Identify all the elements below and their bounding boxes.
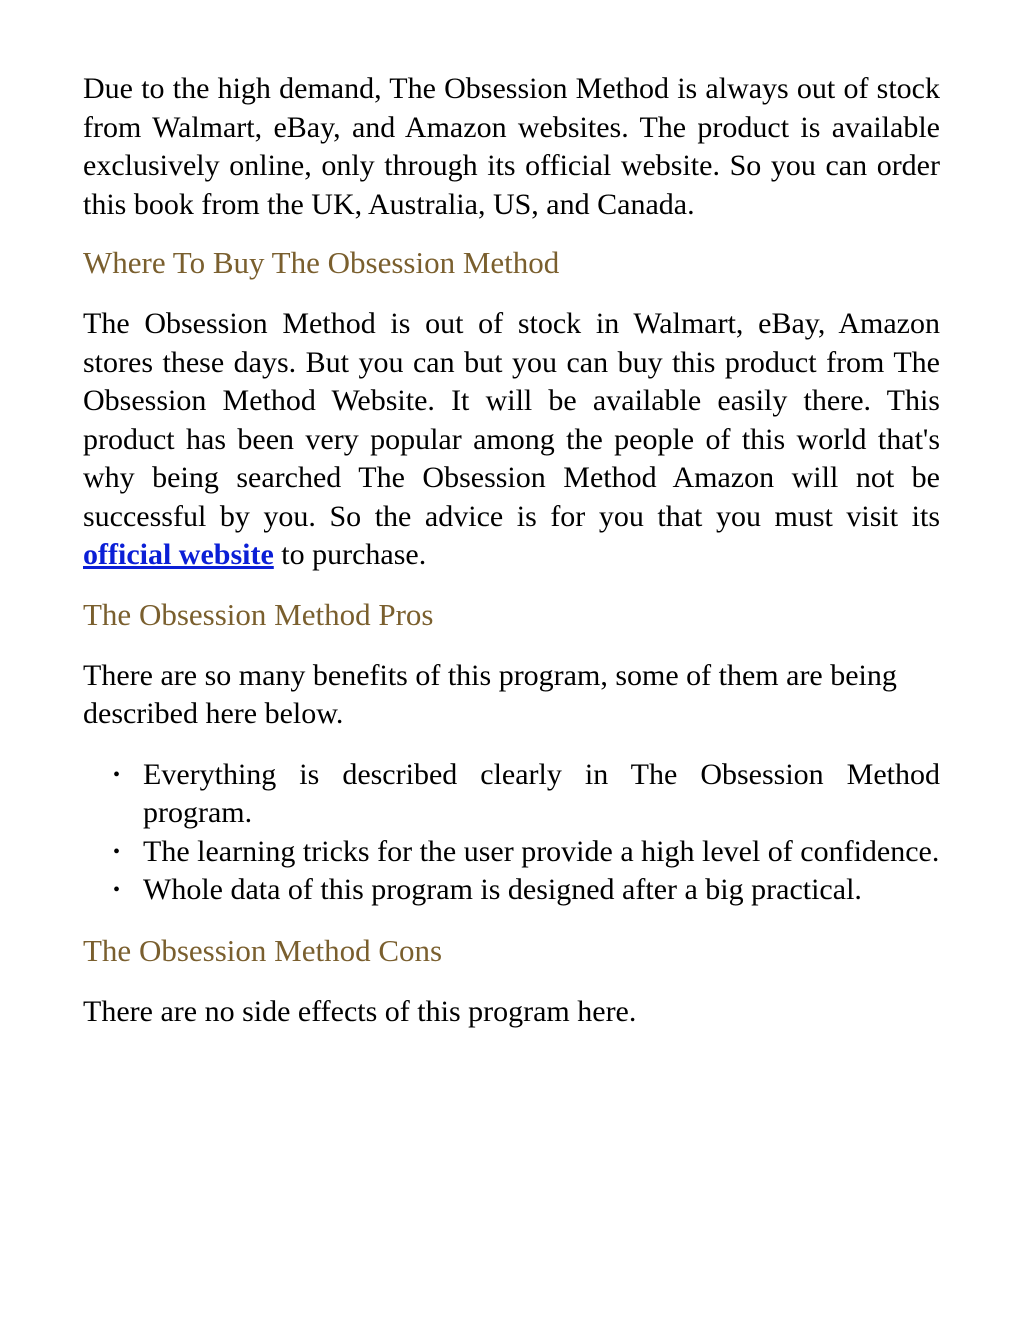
where-to-buy-text: The Obsession Method is out of stock in Walmart, eBay, Amazon stores these days. But you can but you can buy this product from The Obsession Method Website. It will be available easily there. This product has been very popular among the people of this world that's why being searched The Obsession Method Amazon will not be successful by you. So the advice is for you that you must visit its bbox=[83, 307, 940, 533]
list-item bbox=[83, 871, 940, 910]
pros-list bbox=[83, 756, 940, 910]
where-to-buy-heading: Where To Buy The Obsession Method bbox=[83, 245, 560, 280]
where-to-buy-paragraph bbox=[83, 305, 940, 575]
list-item bbox=[83, 833, 940, 872]
official-website-link[interactable]: official website bbox=[83, 538, 274, 571]
document-page bbox=[83, 70, 940, 1031]
where-to-buy-text-end: to purchase. bbox=[273, 538, 427, 571]
list-item-text: Everything is described clearly in The Obsession Method program. bbox=[143, 757, 940, 829]
bullet-icon: • bbox=[113, 840, 121, 863]
cons-heading: The Obsession Method Cons bbox=[83, 932, 443, 968]
list-item bbox=[83, 756, 940, 833]
cons-paragraph: There are no side effects of this program here. bbox=[83, 994, 637, 1028]
bullet-icon: • bbox=[113, 763, 121, 786]
pros-intro-paragraph: There are so many benefits of this program, some of them are being described here below. bbox=[83, 658, 897, 730]
bullet-icon: • bbox=[113, 879, 121, 901]
list-item-text: The learning tricks for the user provide a high level of confidence. bbox=[143, 834, 940, 868]
list-item-text: Whole data of this program is designed after a big practical. bbox=[143, 873, 862, 906]
intro-paragraph: Due to the high demand, The Obsession Method is always out of stock from Walmart, eBay, and Amazon websites. The product is available exclusively online, only through its official website. So you can order this book from the UK, Australia, US, and Canada. bbox=[83, 72, 940, 221]
pros-heading: The Obsession Method Pros bbox=[83, 596, 434, 632]
